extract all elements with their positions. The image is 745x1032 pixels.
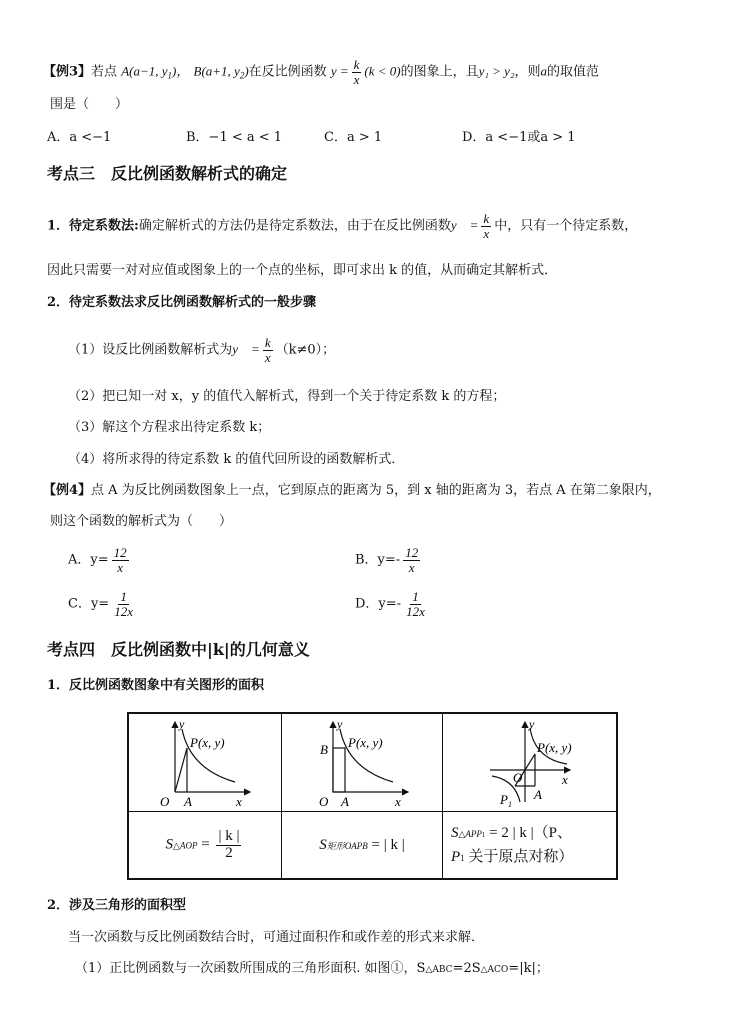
s-sub: △APP bbox=[458, 829, 482, 839]
label-p: P(x, y) bbox=[348, 735, 383, 750]
item-end: =|k|； bbox=[508, 961, 549, 976]
segment-op bbox=[175, 748, 187, 792]
opt-c-label: C．y= bbox=[68, 596, 110, 612]
s-sub2: 1 bbox=[481, 831, 486, 839]
p1-text: 确定解析式的方法仍是待定系数法，由于在反比例函数 bbox=[138, 218, 451, 234]
example3-option-c: C．a > 1 bbox=[324, 130, 383, 145]
geometry-table bbox=[127, 712, 618, 880]
s-symbol: S bbox=[451, 825, 459, 841]
example3-option-d: D．a <−1或a > 1 bbox=[462, 130, 576, 145]
opt-b-num: 12 bbox=[405, 545, 419, 560]
example3-text-a: 若点 bbox=[91, 64, 118, 80]
close-2: ) bbox=[244, 63, 249, 79]
area3-line2 bbox=[451, 845, 616, 869]
figure-1-cell bbox=[128, 713, 282, 812]
figure-3-cell bbox=[443, 713, 618, 812]
condition: (k < 0) bbox=[364, 63, 401, 79]
label-y: y bbox=[179, 717, 185, 731]
fraction bbox=[352, 58, 362, 86]
p1-den: x bbox=[483, 225, 490, 241]
example4-option-d bbox=[355, 590, 430, 618]
s-symbol: S bbox=[319, 836, 327, 853]
label-p1-sub: 1 bbox=[507, 800, 512, 807]
figure-1 bbox=[130, 714, 280, 807]
example4-line1 bbox=[43, 483, 661, 499]
figure-2-cell bbox=[282, 713, 443, 812]
label-a: A bbox=[341, 794, 349, 807]
opt-c-frac bbox=[112, 590, 135, 618]
example3-pointB: B(a+1, y bbox=[193, 63, 240, 79]
step1-num: k bbox=[264, 335, 271, 350]
p1-num: k bbox=[483, 211, 490, 226]
label-x: x bbox=[395, 794, 401, 807]
section4-p2-title: 2．涉及三角形的面积型 bbox=[47, 898, 187, 913]
inequality: y₁ > y₂ bbox=[478, 63, 515, 79]
label-p: P(x, y) bbox=[536, 740, 572, 755]
item-sub2: △ACO bbox=[480, 965, 509, 975]
area3-line1 bbox=[451, 821, 616, 845]
section4-title: 考点四 反比例函数中|k|的几何意义 bbox=[47, 640, 310, 659]
example4-option-b bbox=[355, 546, 423, 574]
section3-p1-line2: 因此只需要一对对应值或图象上的一个点的坐标，即可求出 k 的值，从而确定其解析式． bbox=[47, 263, 558, 278]
opt-d-frac bbox=[404, 590, 427, 618]
p1-sub: 1 bbox=[460, 853, 465, 863]
example3-text-d: ，则 bbox=[514, 64, 541, 80]
close-1: )， bbox=[172, 63, 190, 79]
label-y: y bbox=[337, 717, 343, 731]
var-a: a bbox=[540, 63, 547, 79]
item-text: （1）正比例函数与一次函数所围成的三角形面积. 如图①，S bbox=[75, 961, 426, 976]
example3-line1 bbox=[43, 58, 599, 86]
s-sub: 矩形OAPB bbox=[326, 840, 368, 851]
p1-func: y = bbox=[450, 217, 479, 233]
label-o: O bbox=[512, 770, 522, 785]
area1-frac bbox=[216, 829, 241, 862]
section3-p2-title: 2．待定系数法求反比例函数解析式的一般步骤 bbox=[47, 295, 317, 310]
sub-1: 1 bbox=[167, 70, 173, 81]
opt-d-label: D．y=- bbox=[355, 596, 402, 612]
opt-d-den: 12x bbox=[406, 603, 425, 619]
s-sub: △AOP bbox=[173, 840, 198, 851]
label-y: y bbox=[528, 717, 534, 731]
opt-b-frac bbox=[403, 546, 420, 574]
opt-b-label: B．y=- bbox=[355, 552, 401, 568]
item-sub1: △ABC bbox=[425, 965, 453, 975]
step1-func: y = bbox=[232, 341, 260, 357]
section4-p2-item bbox=[75, 961, 549, 977]
step1-fraction bbox=[263, 336, 273, 364]
p1-text: 关于原点对称） bbox=[464, 849, 574, 865]
label-p: P(x, y) bbox=[190, 735, 225, 750]
example3-text-b: 在反比例函数 bbox=[248, 64, 327, 80]
label-p1 bbox=[499, 792, 512, 807]
opt-a-label: A．y= bbox=[68, 552, 109, 568]
p1-label: 1．待定系数法: bbox=[47, 218, 139, 234]
section3-p1-line1 bbox=[47, 212, 637, 240]
figure-3 bbox=[445, 714, 615, 807]
rectangle-oapb bbox=[333, 748, 345, 792]
area1-num: | k | bbox=[218, 827, 240, 844]
label-p1-main: P bbox=[499, 792, 508, 807]
step1-post: （k≠0）； bbox=[275, 342, 336, 358]
opt-c-den: 12x bbox=[114, 603, 133, 619]
frac-num: k bbox=[353, 57, 360, 72]
example3-text-c: 的图象上，且 bbox=[400, 64, 479, 80]
item-mid: =2S bbox=[452, 961, 481, 976]
example3-line2: 围是（ ） bbox=[50, 97, 129, 112]
eq: = bbox=[201, 836, 210, 853]
step-3: （3）解这个方程求出待定系数 k； bbox=[68, 420, 271, 435]
label-x: x bbox=[561, 772, 568, 787]
p1-text2: 中，只有一个待定系数， bbox=[494, 218, 638, 234]
opt-b-den: x bbox=[408, 559, 415, 575]
section4-p1-title: 1．反比例函数图象中有关图形的面积 bbox=[47, 678, 265, 693]
opt-a-frac bbox=[112, 546, 129, 574]
example3-option-b: B．−1 < a < 1 bbox=[186, 130, 283, 145]
figure-2 bbox=[283, 714, 441, 807]
sub-2: 2 bbox=[239, 70, 245, 81]
step-2: （2）把已知一对 x，y 的值代入解析式，得到一个关于待定系数 k 的方程； bbox=[68, 389, 506, 404]
label-b: B bbox=[320, 742, 328, 757]
example4-line2: 则这个函数的解析式为（ ） bbox=[50, 514, 233, 529]
opt-c-num: 1 bbox=[120, 589, 127, 604]
example4-option-c bbox=[68, 590, 138, 618]
example3-pointA: A(a−1, y bbox=[121, 63, 168, 79]
step-1 bbox=[68, 336, 335, 364]
s-symbol: S bbox=[165, 836, 174, 853]
opt-a-den: x bbox=[117, 559, 124, 575]
area-formula-1 bbox=[128, 812, 282, 880]
area-formula-3 bbox=[443, 812, 618, 880]
example4-option-a bbox=[68, 546, 132, 574]
label-a: A bbox=[533, 787, 542, 802]
area1-den: 2 bbox=[225, 844, 233, 861]
label-a: A bbox=[184, 794, 192, 807]
area-formula-2 bbox=[282, 812, 443, 880]
step1-pre: （1）设反比例函数解析式为 bbox=[68, 342, 233, 358]
p1: P bbox=[451, 849, 461, 865]
eq: = | k | bbox=[371, 836, 405, 853]
frac-den: x bbox=[353, 71, 360, 87]
step1-den: x bbox=[264, 349, 271, 365]
label-o: O bbox=[319, 794, 329, 807]
section4-p2-text: 当一次函数与反比例函数结合时，可通过面积作和或作差的形式来求解． bbox=[68, 930, 485, 945]
example3-text-e: 的取值范 bbox=[546, 64, 599, 80]
example3-tag: 【例3】 bbox=[43, 64, 92, 80]
step-4: （4）将所求得的待定系数 k 的值代回所设的函数解析式． bbox=[68, 452, 405, 467]
example4-text: 点 A 为反比例函数图象上一点，它到原点的距离为 5，到 x 轴的距离为 3，若点 A 在第二象限内， bbox=[91, 483, 661, 498]
eq: = 2 | k |（P、 bbox=[489, 825, 572, 841]
example4-tag: 【例4】 bbox=[43, 483, 92, 498]
example3-option-a: A．a <−1 bbox=[47, 130, 112, 145]
opt-d-num: 1 bbox=[412, 589, 419, 604]
label-x: x bbox=[236, 794, 242, 807]
section3-title: 考点三 反比例函数解析式的确定 bbox=[47, 164, 288, 183]
label-o: O bbox=[160, 794, 170, 807]
opt-a-num: 12 bbox=[113, 545, 127, 560]
p1-fraction bbox=[481, 212, 491, 240]
func-lhs: y = bbox=[330, 63, 349, 79]
